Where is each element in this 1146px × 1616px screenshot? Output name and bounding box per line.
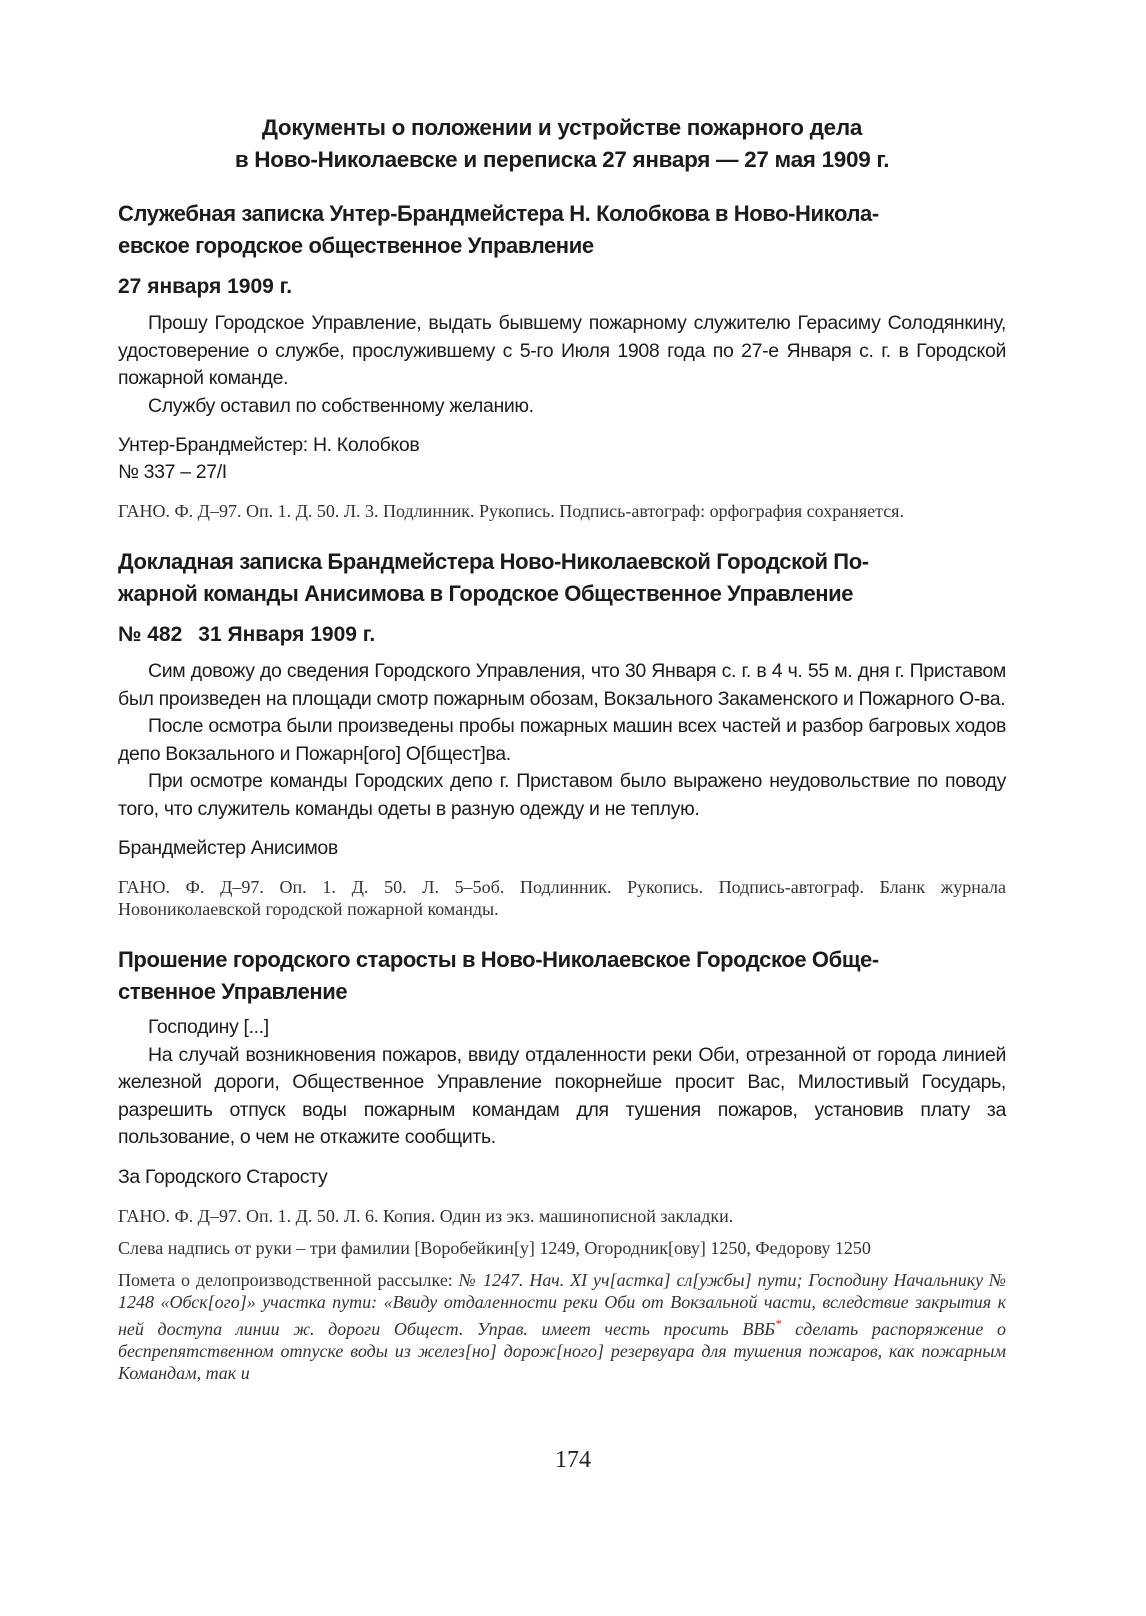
document-section-3 [118, 944, 1006, 1384]
doc3-archival-source: ГАНО. Ф. Д–97. Оп. 1. Д. 50. Л. 6. Копия. Один из экз. машинописной закладки. [118, 1205, 734, 1226]
doc3-note-italic-1: № 1247. Нач. XI уч[астка] сл[ужбы] пути; Господину Начальнику № 1248 «Обск[ого]» участка пути: «Ввиду отдаленности реки Оби от Вокзальной части, вследствие закрытия к ней доступа линии ж. дороги Общест. Управ. имеет честь просить ВВБ [118, 1269, 1006, 1339]
document-page [118, 112, 1006, 1384]
doc2-title-line2: жарной команды Анисимова в Городское Общественное Управление [118, 581, 854, 606]
collection-title-line1: Документы о положении и устройстве пожарного дела [261, 115, 863, 140]
collection-title-line2: в Ново-Николаевске и переписка 27 января — 27 мая 1909 г. [234, 147, 890, 172]
doc1-date: 27 января 1909 г. [118, 275, 293, 298]
document-section-1 [118, 198, 1006, 522]
doc3-distribution-note [118, 1269, 1006, 1384]
doc3-note-lead: Помета о делопроизводственной рассылке: [118, 1269, 459, 1290]
doc3-title [118, 944, 1006, 1008]
doc3-addressee: Господину [...] [148, 1016, 269, 1038]
doc2-paragraph-3: При осмотре команды Городских депо г. Приставом было выражено неудовольствие по поводу того, что служитель команды одеты в разную одежду и не теплую. [118, 770, 1006, 820]
doc1-paragraph-2: Службу оставил по собственному желанию. [148, 394, 534, 417]
doc1-archival-source: ГАНО. Ф. Д–97. Оп. 1. Д. 50. Л. 3. Подлинник. Рукопись. Подпись-автограф: орфография сохраняется. [118, 501, 904, 521]
doc3-title-line1: Прошение городского старосты в Ново-Николаевское Городское Обще- [118, 947, 879, 972]
footnote-asterisk: * [774, 1315, 782, 1331]
page-number: 174 [555, 1447, 591, 1473]
doc2-title [118, 546, 1006, 610]
doc3-paragraph-1: На случай возникновения пожаров, ввиду отдаленности реки Оби, отрезанной от города линией железной дороги, Общественное Управление покорнейше просит Вас, Милостивый Государь, разрешить отпуск воды пожарным командам для тушения пожаров, установив плату за пользование, о чем не откажите сообщить. [118, 1043, 1006, 1148]
doc2-date: 31 Января 1909 г. [198, 623, 376, 646]
doc3-signature: За Городского Старосту [118, 1165, 328, 1188]
doc1-title-line1: Служебная записка Унтер-Брандмейстера Н. Колобкова в Ново-Никола- [118, 201, 879, 226]
doc3-title-line2: ственное Управление [118, 979, 348, 1004]
collection-title [118, 112, 1006, 176]
doc1-title-line2: евское городское общественное Управление [118, 233, 594, 258]
doc2-signature: Брандмейстер Анисимов [118, 837, 338, 859]
doc2-paragraph-2: После осмотра были произведены пробы пожарных машин всех частей и разбор багровых ходов депо Вокзального и Пожарн[ого] О[бщест]ва. [118, 715, 1006, 765]
doc3-handwritten-note: Слева надпись от руки – три фамилии [Воробейкин[у] 1249, Огородник[ову] 1250, Федорову 1250 [118, 1237, 871, 1258]
doc2-paragraph-1: Сим довожу до сведения Городского Управления, что 30 Января с. г. в 4 ч. 55 м. дня г. Приставом был произведен на площади смотр пожарным обозам, Вокзального Закаменского и Пожарного О-ва. [118, 660, 1006, 710]
doc1-paragraph-1: Прошу Городское Управление, выдать бывшему пожарному служителю Герасиму Солодянкину, удостоверение о службе, прослужившему с 5-го Июля 1908 года по 27-е Января с. г. в Городской пожарной команде. [118, 312, 1006, 389]
doc2-archival-source: ГАНО. Ф. Д–97. Оп. 1. Д. 50. Л. 5–5об. Подлинник. Рукопись. Подпись-автограф. Бланк журнала Новониколаевской городской пожарной команды. [118, 877, 1006, 919]
doc1-registration-number: № 337 – 27/I [118, 461, 227, 483]
doc3-note-italic-2: сделать распоряжение о беспрепятственном отпуске воды из желез[но] дорож[ного] резервуара для тушения пожаров, как пожарным Командам, так и [118, 1318, 1006, 1383]
doc2-number: № 482 [118, 623, 183, 646]
doc1-signature: Унтер-Брандмейстер: Н. Колобков [118, 434, 420, 456]
document-section-2 [118, 546, 1006, 920]
doc2-title-line1: Докладная записка Брандмейстера Ново-Николаевской Городской По- [118, 549, 869, 574]
doc2-number-date [118, 620, 1006, 650]
doc1-title [118, 198, 1006, 262]
